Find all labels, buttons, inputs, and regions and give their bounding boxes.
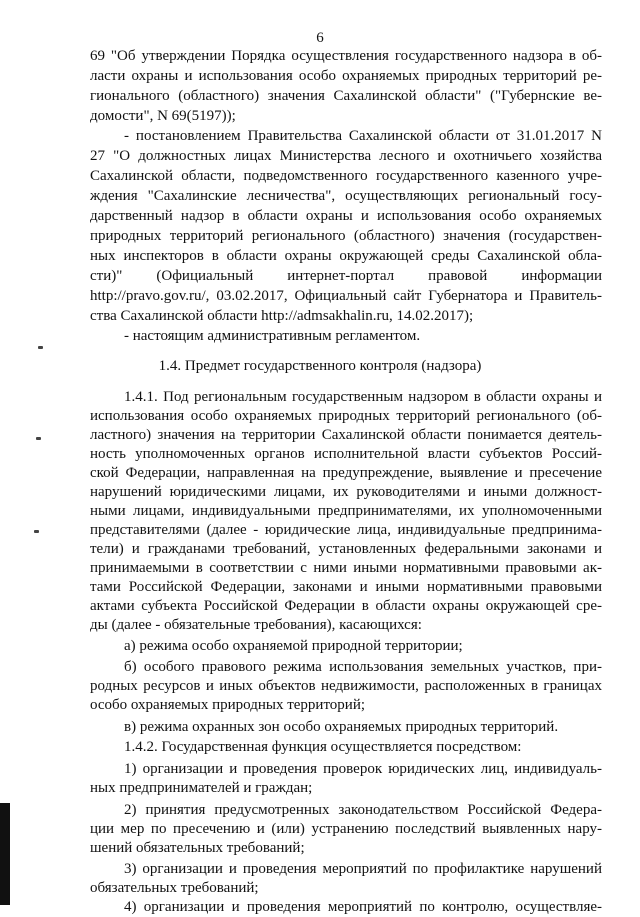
list-item-2-line: ции мер по пресечению и (или) устранению последствий выявленных нару- [90, 821, 602, 837]
list-item-4-line: 4) организации и проведения мероприятий по контролю, осуществляе- [124, 899, 602, 915]
paragraph-4-line: использования особо охраняемых природных территорий регионального (об- [90, 408, 602, 424]
paragraph-4-line: нарушений юридическими лицами, их руководителями и иными должност- [90, 484, 602, 500]
paragraph-4-line: ской Федерации, направленная на предупреждение, выявление и пресечение [90, 465, 602, 481]
paragraph-1-line: 69 "Об утверждении Порядка осуществления государственного надзора в об- [90, 48, 602, 64]
paragraph-2-line: ждения "Сахалинские лесничества", осуществляющих региональный госу- [90, 188, 602, 204]
list-item-v: в) режима охранных зон особо охраняемых природных территорий. [124, 719, 559, 735]
scan-edge-mark [0, 803, 10, 905]
paragraph-4-line: ность уполномоченных органов исполнительной власти субъектов Россий- [90, 446, 602, 462]
section-heading: 1.4. Предмет государственного контроля (надзора) [158, 358, 482, 374]
paragraph-3-line: - настоящим административным регламентом. [124, 328, 421, 344]
list-item-b-line: б) особого правового режима использования земельных участков, при- [124, 659, 602, 675]
paragraph-4-line: 1.4.1. Под региональным государственным надзором в области охраны и [124, 389, 602, 405]
list-item-2-line: шений обязательных требований; [90, 840, 305, 856]
paragraph-4-line: принимаемыми в соответствии с ними иными нормативными правовыми ак- [90, 560, 602, 576]
list-item-b-line: особо охраняемых природных территорий; [90, 697, 366, 713]
list-item-2-line: 2) принятия предусмотренных законодательством Российской Федера- [124, 802, 602, 818]
list-item-3-line: 3) организации и проведения мероприятий по профилактике нарушений [124, 861, 602, 877]
list-item-a: а) режима особо охраняемой природной территории; [124, 638, 463, 654]
paragraph-2-line: 27 "О должностных лицах Министерства лесного и охотничьего хозяйства [90, 148, 602, 164]
paragraph-1-line: гионального (областного) значения Сахалинской области" ("Губернские ве- [90, 88, 602, 104]
paragraph-8-line: 1.4.2. Государственная функция осуществляется посредством: [124, 739, 522, 755]
scan-speck [34, 530, 39, 533]
paragraph-4-line: актами субъекта Российской Федерации в области охраны окружающей сре- [90, 598, 602, 614]
paragraph-4-line: представителями (далее - юридические лица, индивидуальные предпринима- [90, 522, 602, 538]
paragraph-2-line: Сахалинской области, подведомственного государственного казенного учре- [90, 168, 602, 184]
list-item-1-line: 1) организации и проведения проверок юридических лиц, индивидуаль- [124, 761, 602, 777]
paragraph-4-line: ластного) значения на территории Сахалинской области понимается деятель- [90, 427, 602, 443]
paragraph-2-line: природных территорий регионального (областного) значения (государствен- [90, 228, 602, 244]
paragraph-1-line: ласти охраны и использования особо охраняемых природных территорий ре- [90, 68, 602, 84]
paragraph-2-line: дарственный надзор в области охраны и использования особо охраняемых [90, 208, 602, 224]
paragraph-2-line: - постановлением Правительства Сахалинской области от 31.01.2017 N [124, 128, 602, 144]
scan-speck [38, 346, 43, 349]
paragraph-4-line: тами Российской Федерации, законами и иными нормативными правовыми [90, 579, 602, 595]
paragraph-2-line: ства Сахалинской области http://admsakhalin.ru, 14.02.2017); [90, 308, 474, 324]
paragraph-4-line: тели) и гражданами требований, установленных федеральными законами и [90, 541, 602, 557]
paragraph-2-line: ных инспекторов в области охраны окружающей среды Сахалинской обла- [90, 248, 602, 264]
paragraph-4-line: ды (далее - обязательные требования), касающихся: [90, 617, 422, 633]
paragraph-2-line: сти)" (Официальный интернет-портал правовой информации [90, 268, 602, 284]
list-item-3-line: обязательных требований; [90, 880, 259, 896]
list-item-1-line: ных предпринимателей и граждан; [90, 780, 313, 796]
page-number: 6 [316, 30, 324, 46]
paragraph-4-line: ными лицами, индивидуальными предпринимателями, их уполномоченными [90, 503, 602, 519]
paragraph-1-line: домости", N 69(5197)); [90, 108, 236, 124]
paragraph-2-line: http://pravo.gov.ru/, 03.02.2017, Официальный сайт Губернатора и Правитель- [90, 288, 602, 304]
scan-speck [36, 437, 41, 440]
list-item-b-line: родных ресурсов и иных объектов недвижимости, расположенных в границах [90, 678, 602, 694]
